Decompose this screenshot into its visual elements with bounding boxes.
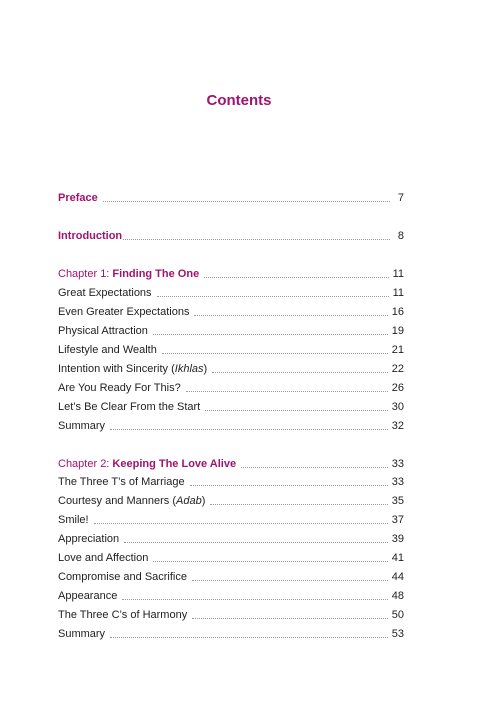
toc-page-number: 48: [391, 590, 404, 602]
toc-entry-label: Summary: [58, 420, 106, 432]
toc-page-number: 11: [392, 287, 404, 299]
dot-leader: [210, 504, 387, 505]
toc-entry-label: Physical Attraction: [58, 325, 148, 337]
toc-entry[interactable]: [58, 606, 404, 622]
dot-leader: [153, 561, 387, 562]
dot-leader: [205, 410, 388, 411]
chapter-title: Keeping The Love Alive: [112, 458, 237, 470]
toc-page-number: 37: [391, 514, 404, 526]
toc-page-number: 22: [391, 363, 404, 375]
toc-page-number: 11: [392, 268, 404, 280]
entry-text: Intention with Sincerity (: [58, 363, 175, 375]
dot-leader: [192, 580, 388, 581]
toc-entry[interactable]: [58, 568, 404, 584]
toc-page-number: 41: [391, 552, 404, 564]
toc-chapter-1-heading[interactable]: [58, 265, 404, 281]
toc-page-number: 44: [391, 571, 404, 583]
toc-entry[interactable]: [58, 511, 404, 527]
toc-page-number: 8: [397, 230, 404, 242]
toc-entry[interactable]: [58, 549, 404, 565]
toc-entry[interactable]: [58, 360, 404, 376]
toc-entry-label: Smile!: [58, 514, 89, 526]
toc-entry-label: The Three T’s of Marriage: [58, 476, 185, 488]
toc-page-number: 30: [391, 401, 404, 413]
dot-leader: [204, 277, 388, 278]
dot-leader: [124, 542, 388, 543]
toc-entry[interactable]: [58, 284, 404, 300]
toc-entry-label: Summary: [58, 628, 106, 640]
toc-page-number: 32: [391, 420, 404, 432]
toc-entry-preface[interactable]: [58, 189, 404, 205]
toc-entry-label: Preface: [58, 192, 98, 204]
toc-page-number: 33: [391, 476, 404, 488]
toc-entry-label: Compromise and Sacrifice: [58, 571, 187, 583]
dot-leader: [110, 429, 388, 430]
toc-entry-label: [58, 362, 207, 376]
dot-leader: [94, 523, 388, 524]
toc-entry[interactable]: [58, 417, 404, 433]
dot-leader: [123, 239, 390, 240]
toc-entry[interactable]: [58, 530, 404, 546]
dot-leader: [157, 296, 389, 297]
page-title: Contents: [206, 92, 272, 109]
toc-page-number: 19: [391, 325, 404, 337]
dot-leader: [110, 637, 388, 638]
entry-text-after: ): [201, 495, 206, 507]
toc-page-number: 50: [391, 609, 404, 621]
dot-leader: [212, 372, 388, 373]
toc-page-number: 53: [391, 628, 404, 640]
toc-entry[interactable]: [58, 379, 404, 395]
toc-page-number: 21: [391, 344, 404, 356]
toc-page-number: 39: [391, 533, 404, 545]
toc-entry-label: Lifestyle and Wealth: [58, 344, 157, 356]
toc-chapter-2-heading[interactable]: [58, 455, 404, 471]
chapter-title: Finding The One: [112, 268, 200, 280]
toc-entry-label: Even Greater Expectations: [58, 306, 190, 318]
chapter-prefix: Chapter 1:: [58, 268, 113, 280]
toc-page-number: 16: [391, 306, 404, 318]
toc-entry-label: [58, 494, 205, 508]
toc-entry[interactable]: [58, 398, 404, 414]
entry-text-after: ): [203, 363, 208, 375]
toc-entry-label: Great Expectations: [58, 287, 152, 299]
entry-text: Courtesy and Manners (: [58, 495, 176, 507]
toc-entry[interactable]: [58, 303, 404, 319]
toc-page-number: 33: [391, 458, 404, 470]
toc-entry-label: Introduction: [58, 230, 123, 242]
toc-entry[interactable]: [58, 341, 404, 357]
toc-page-number: 7: [397, 192, 404, 204]
toc-entry-introduction[interactable]: [58, 227, 404, 243]
dot-leader: [153, 334, 388, 335]
dot-leader: [162, 353, 388, 354]
dot-leader: [122, 599, 387, 600]
toc-entry-label: Appreciation: [58, 533, 120, 545]
dot-leader: [192, 618, 388, 619]
entry-italic-term: Ikhlas: [174, 363, 204, 375]
toc-entry[interactable]: [58, 492, 404, 508]
toc-chapter-label: [58, 267, 199, 281]
toc-chapter-label: [58, 457, 236, 471]
toc-entry-label: Are You Ready For This?: [58, 382, 181, 394]
toc-entry-label: Love and Affection: [58, 552, 149, 564]
dot-leader: [241, 467, 388, 468]
toc-entry-label: Let’s Be Clear From the Start: [58, 401, 201, 413]
toc-page-number: 26: [391, 382, 404, 394]
dot-leader: [194, 315, 387, 316]
toc-entry-label: The Three C’s of Harmony: [58, 609, 188, 621]
toc-page-number: 35: [391, 495, 404, 507]
toc-entry-label: Appearance: [58, 590, 118, 602]
chapter-prefix: Chapter 2:: [58, 458, 113, 470]
toc-entry[interactable]: [58, 587, 404, 603]
toc-entry[interactable]: [58, 473, 404, 489]
entry-italic-term: Adab: [176, 495, 202, 507]
dot-leader: [103, 201, 390, 202]
dot-leader: [190, 485, 388, 486]
toc-entry[interactable]: [58, 322, 404, 338]
dot-leader: [186, 391, 388, 392]
toc-entry[interactable]: [58, 625, 404, 641]
